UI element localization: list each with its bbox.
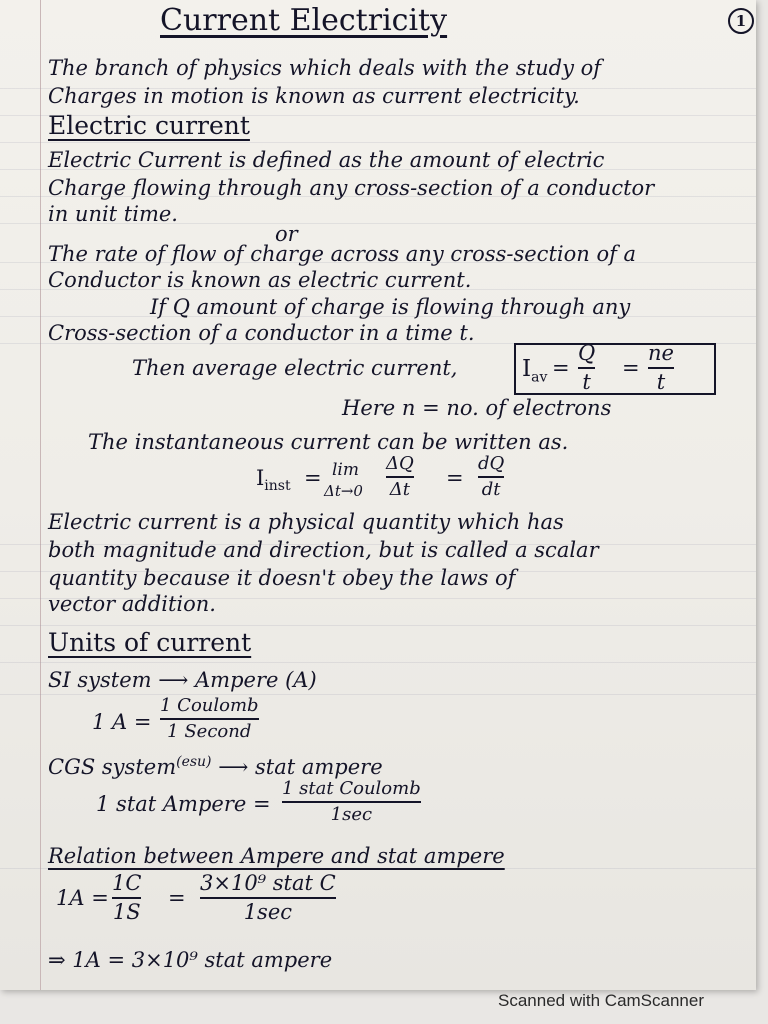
fraction-c-over-s [112,873,141,923]
relation-result: ⇒ 1A = 3×10⁹ stat ampere [48,948,333,972]
scanner-watermark: Scanned with CamScanner [498,991,705,1010]
denominator: t [656,370,666,394]
numerator: 1 stat Coulomb [282,778,421,799]
definition2-line-1: The rate of flow of charge across any cross-section of a [48,242,637,266]
heading-relation: Relation between Ampere and stat ampere [48,844,505,868]
fraction-q-over-t [578,343,595,393]
ruled-line [0,694,756,695]
fraction-statcoulomb-over-sec [282,780,421,824]
scalar-line-4: vector addition. [48,592,216,616]
denominator: 1S [112,900,141,924]
denominator: 1 Second [167,721,252,742]
numerator: ΔQ [386,453,414,474]
scalar-line-1: Electric current is a physical quantity which has [48,510,564,534]
denominator: Δt [389,479,410,500]
ruled-line [0,662,756,663]
average-current-symbol: $I_{av}$ [522,356,548,386]
limit-label: lim [332,460,359,480]
definition2-line-2: Conductor is known as electric current. [48,268,472,292]
fraction-bar [200,897,336,899]
denominator: 1sec [330,804,373,825]
condition-line-2: Cross-section of a conductor in a time t. [48,321,475,345]
numerator: 1 Coulomb [160,695,259,716]
fraction-bar [112,897,141,899]
denominator: dt [481,479,501,500]
ruled-line [0,625,756,626]
fraction-statc-over-sec [200,873,336,923]
cgs-lhs: 1 stat Ampere = [96,792,271,816]
fraction-bar [282,801,421,803]
fraction-ne-over-t [648,343,674,393]
numerator: Q [578,341,596,365]
fraction-bar [648,367,674,369]
fraction-bar [160,718,259,720]
denominator: t [582,370,591,394]
fraction-bar [386,476,414,478]
definition-line-3: in unit time. [48,202,178,226]
instantaneous-symbol: $I_{inst}$ [256,466,291,495]
numerator: 1C [112,871,142,895]
equals-sign: = [446,466,464,490]
here-n-note: Here n = no. of electrons [342,396,612,420]
equals-sign: = [304,466,322,490]
heading-units-of-current: Units of current [48,628,252,657]
intro-line-1: The branch of physics which deals with the study of [48,56,602,80]
scalar-line-2: both magnitude and direction, but is called a scalar [48,538,599,562]
definition-line-1: Electric Current is defined as the amount of electric [48,148,605,172]
cgs-system-line: CGS system$^{(esu)}$ ⟶ stat ampere [48,754,383,779]
ruled-line [0,868,756,869]
equals-sign: = [168,886,186,910]
equals-sign: = [622,356,640,380]
average-current-lead: Then average electric current, [132,356,458,380]
instantaneous-intro: The instantaneous current can be written as. [88,430,569,454]
numerator: dQ [478,453,505,474]
limit-condition: Δt→0 [324,482,363,500]
page-title: Current Electricity [160,3,448,38]
equals-sign: = [552,356,570,380]
heading-electric-current: Electric current [48,111,250,140]
condition-line-1: If Q amount of charge is flowing through any [150,295,631,319]
page-number: 1 [728,8,754,34]
fraction-dq-over-dt [386,455,414,499]
si-system-line: SI system ⟶ Ampere (A) [48,668,317,692]
or-separator: or [275,222,298,246]
numerator: 3×10⁹ stat C [200,871,336,895]
fraction-derivative [478,455,504,499]
relation-lhs: 1A = [56,886,109,910]
si-lhs: 1 A = [92,710,152,734]
numerator: ne [648,341,674,365]
intro-line-2: Charges in motion is known as current electricity. [48,84,580,108]
denominator: 1sec [243,900,293,924]
ruled-line [0,142,756,143]
fraction-coulomb-over-second [160,697,259,741]
margin-line [40,0,41,990]
fraction-bar [478,476,504,478]
scalar-line-3: quantity because it doesn't obey the laws of [48,566,516,590]
definition-line-2: Charge flowing through any cross-section of a conductor [48,176,655,200]
fraction-bar [578,367,595,369]
